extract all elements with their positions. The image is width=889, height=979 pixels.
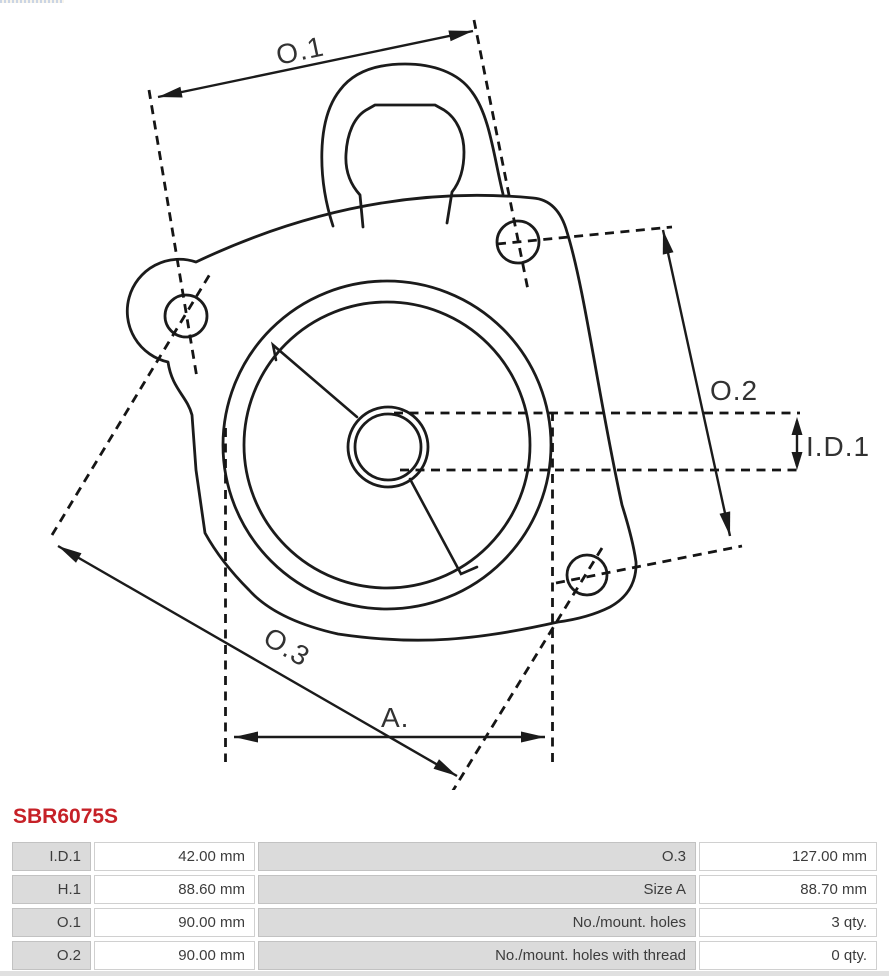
spec-value-cell: 88.60 mm [94,875,255,904]
dimension-label-o1: O.1 [273,30,327,71]
spec-value-cell: 0 qty. [699,941,877,970]
hub-circle-outer [348,407,428,487]
spec-label-cell: O.2 [12,941,91,970]
cover-circle-outer [223,281,551,609]
bottom-divider [0,971,889,976]
mount-hole-bottom-right [567,555,607,595]
spec-label-cell: Size A [258,875,696,904]
spec-value-cell: 127.00 mm [699,842,877,871]
dimension-label-a: A. [381,702,410,733]
spec-label-cell: O.1 [12,908,91,937]
spec-label-cell: I.D.1 [12,842,91,871]
lifting-eye-outer [322,64,503,226]
cover-circle-inner [244,302,530,588]
spec-label-cell: H.1 [12,875,91,904]
flange-outline [127,195,636,640]
lifting-eye-inner [346,105,464,227]
hub-circle-inner [355,414,421,480]
sector-line-lower [410,479,477,574]
dimension-o1 [158,31,473,98]
spec-value-cell: 90.00 mm [94,908,255,937]
dimension-label-o3: O.3 [258,621,316,673]
construction-lines [52,20,800,790]
spec-value-cell: 90.00 mm [94,941,255,970]
spec-label-cell: O.3 [258,842,696,871]
dimension-label-id1: I.D.1 [806,431,871,462]
dimension-label-o2: O.2 [710,375,759,406]
dimension-o2 [663,230,758,536]
spec-value-cell: 3 qty. [699,908,877,937]
sector-line-upper [273,345,357,417]
spec-value-cell: 88.70 mm [699,875,877,904]
spec-label-cell: No./mount. holes with thread [258,941,696,970]
part-number[interactable]: SBR6075S [13,805,119,828]
dimension-id1 [792,417,871,470]
spec-table [12,842,877,970]
spec-value-cell: 42.00 mm [94,842,255,871]
spec-label-cell: No./mount. holes [258,908,696,937]
dimension-a [234,702,545,743]
